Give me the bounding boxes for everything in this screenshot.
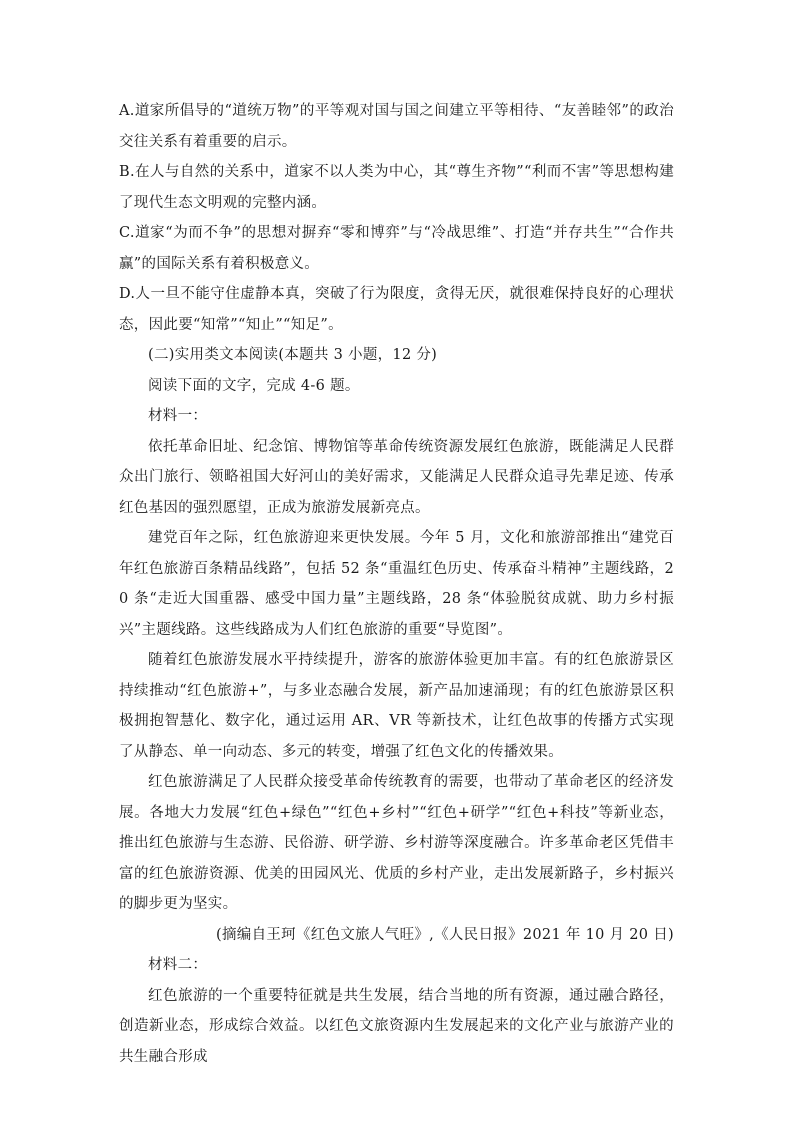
material-two-paragraph: 红色旅游的一个重要特征就是共生发展，结合当地的所有资源，通过融合路径，创造新业态，形成综合效益。以红色文旅资源内生发展起来的文化产业与旅游产业的共生融合形成 xyxy=(119,987,674,1065)
material-one-source: (摘编自王珂《红色文旅人气旺》,《人民日报》2021 年 10 月 20 日) xyxy=(216,926,674,943)
option-c: C.道家“为而不争”的思想对摒弃“零和博弈”与“冷战思维”、打造“并存共生”“合作共赢”的国际关系有着积极意义。 xyxy=(119,225,674,272)
option-d: D.人一旦不能守住虚静本真，突破了行为限度，贪得无厌，就很难保持良好的心理状态，因此要“知常”“知止”“知足”。 xyxy=(119,286,674,333)
material-one-paragraph: 红色旅游满足了人民群众接受革命传统教育的需要，也带动了革命老区的经济发展。各地大力发展“红色+绿色”“红色+乡村”“红色+研学”“红色+科技”等新业态，推出红色旅游与生态游、民俗游、研学游、乡村游等深度融合。许多革命老区凭借丰富的红色旅游资源、优美的田园风光、优质的乡村产业，走出发展新路子，乡村振兴的脚步更为坚实。 xyxy=(119,774,674,912)
section-heading: (二)实用类文本阅读(本题共 3 小题，12 分) xyxy=(148,347,438,363)
material-one-paragraph: 依托革命旧址、纪念馆、博物馆等革命传统资源发展红色旅游，既能满足人民群众出门旅行、领略祖国大好河山的美好需求，又能满足人民群众追寻先辈足迹、传承红色基因的强烈愿望，正成为旅游发展新亮点。 xyxy=(119,438,674,516)
document-body xyxy=(119,96,674,1072)
option-b: B.在人与自然的关系中，道家不以人类为中心，其“尊生齐物”“利而不害”等思想构建了现代生态文明观的完整内涵。 xyxy=(119,164,674,211)
material-one-label: 材料一： xyxy=(148,408,208,424)
material-two-label: 材料二： xyxy=(148,957,208,973)
option-a: A.道家所倡导的“道统万物”的平等观对国与国之间建立平等相待、“友善睦邻”的政治交往关系有着重要的启示。 xyxy=(119,103,674,150)
section-instruction: 阅读下面的文字，完成 4-6 题。 xyxy=(148,377,360,394)
material-one-paragraph: 建党百年之际，红色旅游迎来更快发展。今年 5 月，文化和旅游部推出“建党百年红色旅游百条精品线路”，包括 52 条“重温红色历史、传承奋斗精神”主题线路，20 条“走近大国重器、感受中国力量”主题线路，28 条“体验脱贫成就、助力乡村振兴”主题线路。这些线路成为人们红色旅游的重要“导览图”。 xyxy=(119,530,674,638)
material-one-paragraph: 随着红色旅游发展水平持续提升，游客的旅游体验更加丰富。有的红色旅游景区持续推动“红色旅游+”，与多业态融合发展，新产品加速涌现；有的红色旅游景区积极拥抱智慧化、数字化，通过运用 AR、VR 等新技术，让红色故事的传播方式实现了从静态、单一向动态、多元的转变，增强了红色文化的传播效果。 xyxy=(119,652,674,760)
